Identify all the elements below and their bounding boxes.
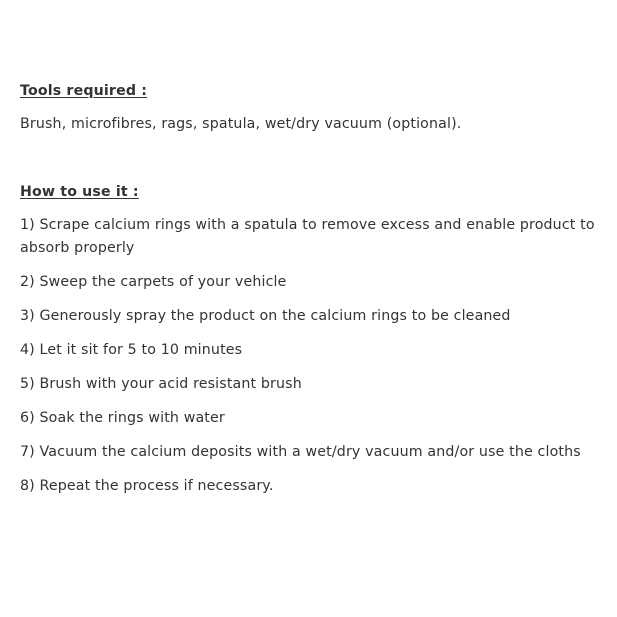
usage-step: 2) Sweep the carpets of your vehicle: [20, 274, 287, 290]
how-to-use-heading: How to use it :: [20, 184, 139, 200]
usage-step: 5) Brush with your acid resistant brush: [20, 376, 302, 392]
tools-required-text: Brush, microfibres, rags, spatula, wet/dry vacuum (optional).: [20, 116, 462, 132]
usage-step: 4) Let it sit for 5 to 10 minutes: [20, 342, 243, 358]
product-instructions: [20, 80, 605, 509]
tools-required-heading: Tools required :: [20, 83, 148, 99]
usage-step: 8) Repeat the process if necessary.: [20, 478, 274, 494]
usage-step: 1) Scrape calcium rings with a spatula to remove excess and enable product to absorb properly: [20, 217, 595, 256]
usage-steps-list: [20, 214, 605, 498]
usage-step: 3) Generously spray the product on the calcium rings to be cleaned: [20, 308, 511, 324]
usage-step: 6) Soak the rings with water: [20, 410, 225, 426]
usage-step: 7) Vacuum the calcium deposits with a wet/dry vacuum and/or use the cloths: [20, 444, 581, 460]
